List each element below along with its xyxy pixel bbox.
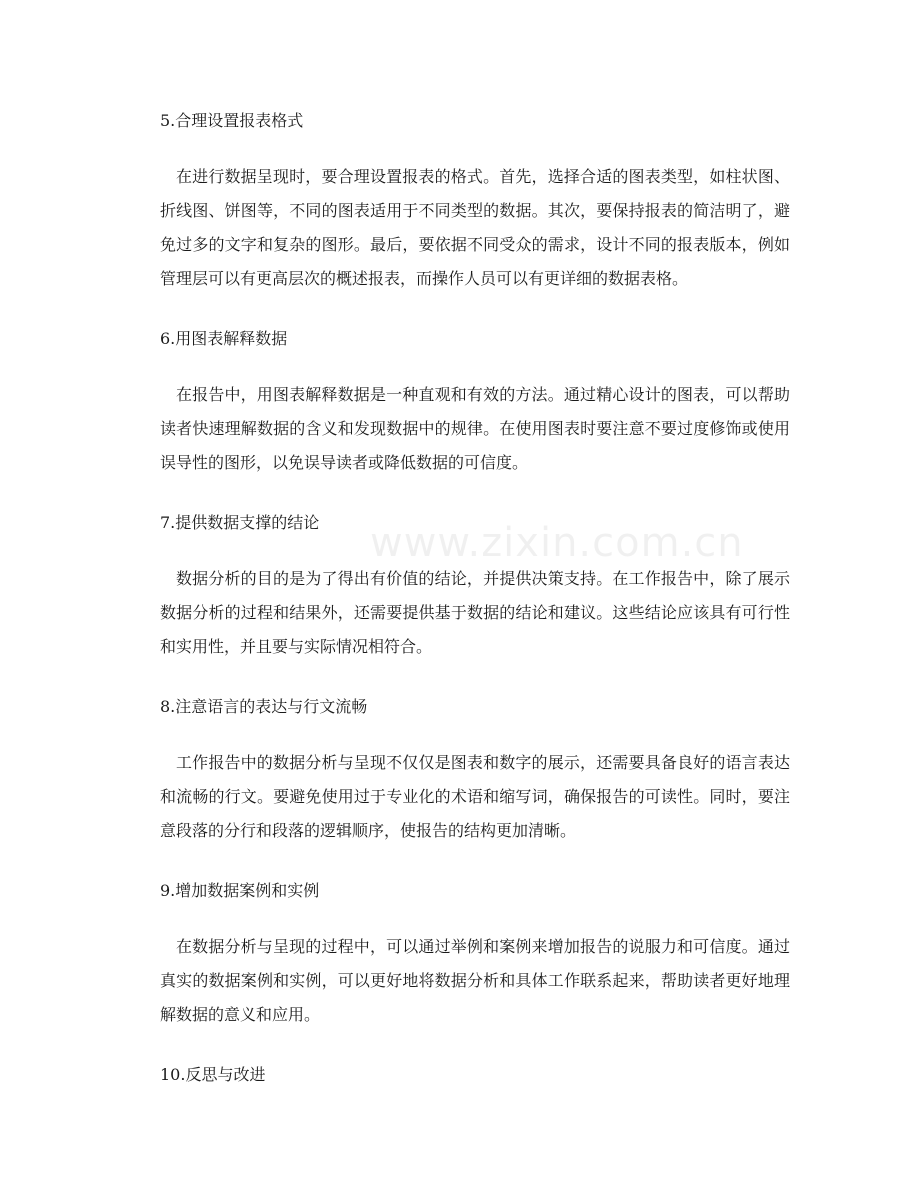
section-heading-7: 7.提供数据支撑的结论 bbox=[160, 513, 320, 532]
document-body bbox=[160, 104, 790, 1114]
section-paragraph-6: 在报告中，用图表解释数据是一种直观和有效的方法。通过精心设计的图表，可以帮助读者快速理解数据的含义和发现数据中的规律。在使用图表时要注意不要过度修饰或使用误导性的图形，以免误导读者或降低数据的可信度。 bbox=[160, 385, 790, 472]
section-paragraph-5: 在进行数据呈现时，要合理设置报表的格式。首先，选择合适的图表类型，如柱状图、折线图、饼图等，不同的图表适用于不同类型的数据。其次，要保持报表的简洁明了，避免过多的文字和复杂的图形。最后，要依据不同受众的需求，设计不同的报表版本，例如管理层可以有更高层次的概述报表，而操作人员可以有更详细的数据表格。 bbox=[160, 167, 790, 288]
section-paragraph-7: 数据分析的目的是为了得出有价值的结论，并提供决策支持。在工作报告中，除了展示数据分析的过程和结果外，还需要提供基于数据的结论和建议。这些结论应该具有可行性和实用性，并且要与实际情况相符合。 bbox=[160, 569, 790, 656]
section-paragraph-9: 在数据分析与呈现的过程中，可以通过举例和案例来增加报告的说服力和可信度。通过真实的数据案例和实例，可以更好地将数据分析和具体工作联系起来，帮助读者更好地理解数据的意义和应用。 bbox=[160, 937, 790, 1024]
section-heading-6: 6.用图表解释数据 bbox=[160, 329, 288, 348]
section-heading-9: 9.增加数据案例和实例 bbox=[160, 881, 320, 900]
section-heading-8: 8.注意语言的表达与行文流畅 bbox=[160, 697, 368, 716]
section-paragraph-8: 工作报告中的数据分析与呈现不仅仅是图表和数字的展示，还需要具备良好的语言表达和流畅的行文。要避免使用过于专业化的术语和缩写词，确保报告的可读性。同时，要注意段落的分行和段落的逻辑顺序，使报告的结构更加清晰。 bbox=[160, 753, 790, 840]
section-heading-5: 5.合理设置报表格式 bbox=[160, 111, 304, 130]
section-heading-10: 10.反思与改进 bbox=[160, 1065, 266, 1084]
watermark: www.zixin.com.cn bbox=[370, 520, 744, 566]
